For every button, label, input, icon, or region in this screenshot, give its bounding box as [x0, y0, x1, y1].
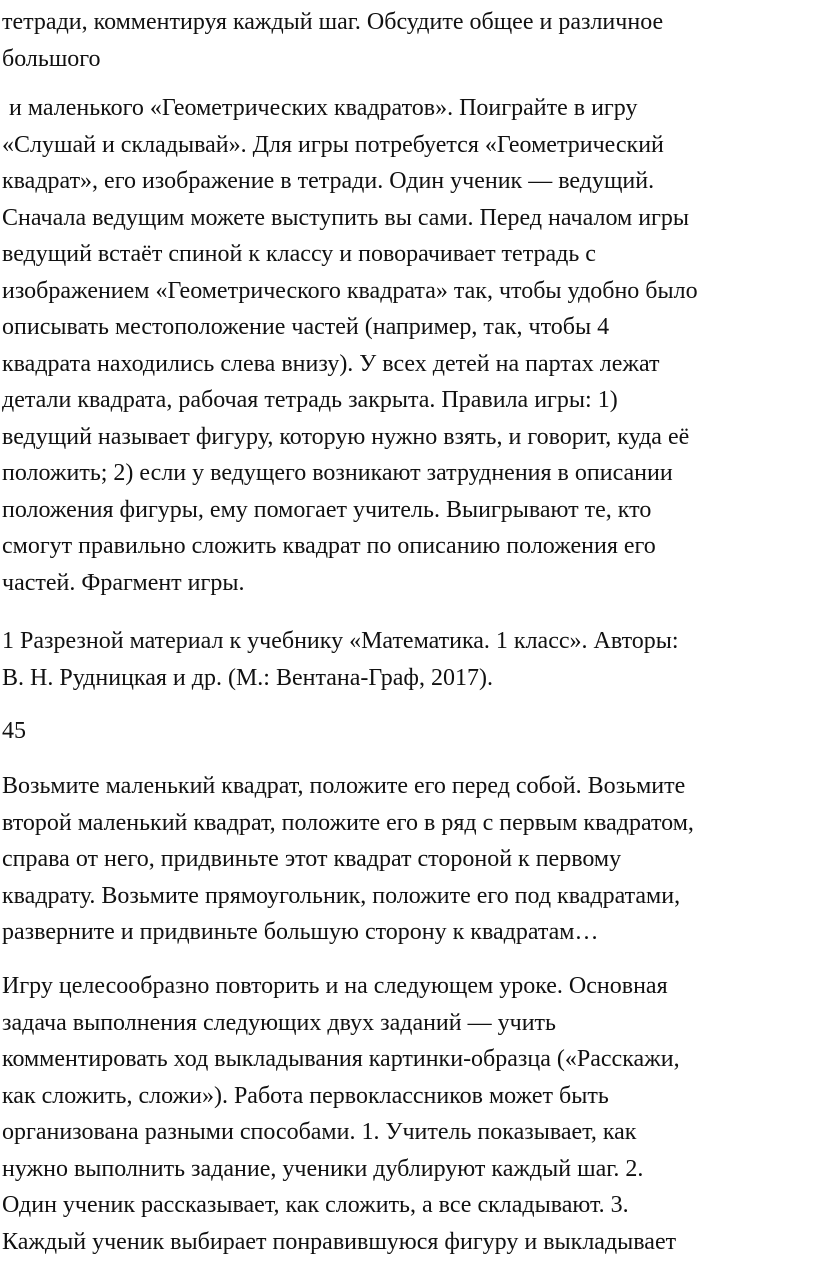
text-line: второй маленький квадрат, положите его в ряд с первым квадратом,: [2, 809, 694, 836]
text-line: описывать местоположение частей (например, так, чтобы 4: [2, 314, 610, 340]
text-line: 1 Разрезной материал к учебнику «Математика. 1 класс». Авторы:: [2, 628, 679, 654]
text-line: «Слушай и складывай». Для игры потребуется «Геометрический: [2, 131, 664, 158]
text-line: детали квадрата, рабочая тетрадь закрыта. Правила игры: 1): [2, 387, 618, 413]
text-line: Игру целесообразно повторить и на следующем уроке. Основная: [2, 973, 668, 999]
text-line: изображением «Геометрического квадрата» так, чтобы удобно было: [2, 277, 698, 304]
text-line: большого: [2, 45, 101, 72]
text-line: Каждый ученик выбирает понравившуюся фигуру и выкладывает: [2, 1228, 677, 1255]
text-line: как сложить, сложи»). Работа первоклассников может быть: [2, 1082, 609, 1109]
text-line: нужно выполнить задание, ученики дублируют каждый шаг. 2.: [2, 1155, 644, 1182]
paragraph-repeat-game: [2, 968, 814, 1260]
text-line: организована разными способами. 1. Учитель показывает, как: [2, 1119, 637, 1145]
footnote: [2, 623, 814, 696]
page-number-text: 45: [2, 718, 26, 744]
text-line: справа от него, придвиньте этот квадрат стороной к первому: [2, 846, 622, 872]
text-line: Возьмите маленький квадрат, положите его перед собой. Возьмите: [2, 773, 686, 799]
text-line: комментировать ход выкладывания картинки-образца («Расскажи,: [2, 1046, 680, 1072]
paragraph-continuation: [2, 4, 814, 77]
text-line: смогут правильно сложить квадрат по описанию положения его: [2, 533, 656, 559]
text-line: ведущий называет фигуру, которую нужно взять, и говорит, куда её: [2, 423, 690, 450]
paragraph-game-fragment: [2, 768, 814, 951]
text-line: квадрата находились слева внизу). У всех детей на партах лежат: [2, 350, 660, 377]
text-line: квадрату. Возьмите прямоугольник, положите его под квадратами,: [2, 882, 681, 909]
text-line: задача выполнения следующих двух заданий — учить: [2, 1009, 556, 1036]
text-line: Один ученик рассказывает, как сложить, а все складывают. 3.: [2, 1192, 629, 1218]
text-line: и маленького «Геометрических квадратов». Поиграйте в игру: [9, 95, 638, 121]
text-line: квадрат», его изображение в тетради. Один ученик — ведущий.: [2, 168, 655, 194]
text-line: положения фигуры, ему помогает учитель. Выигрывают те, кто: [2, 496, 652, 523]
text-line: ведущий встаёт спиной к классу и поворачивает тетрадь с: [2, 241, 596, 267]
text-line: Сначала ведущим можете выступить вы сами. Перед началом игры: [2, 204, 690, 231]
text-line: В. Н. Рудницкая и др. (М.: Вентана-Граф, 2017).: [2, 664, 493, 691]
page-number: [2, 713, 814, 750]
text-line: тетради, комментируя каждый шаг. Обсудите общее и различное: [2, 9, 664, 35]
text-line: разверните и придвиньте большую сторону к квадратам…: [2, 919, 599, 945]
paragraph-game-description: [2, 90, 814, 601]
text-line: частей. Фрагмент игры.: [2, 569, 245, 596]
text-line: положить; 2) если у ведущего возникают затруднения в описании: [2, 460, 673, 486]
